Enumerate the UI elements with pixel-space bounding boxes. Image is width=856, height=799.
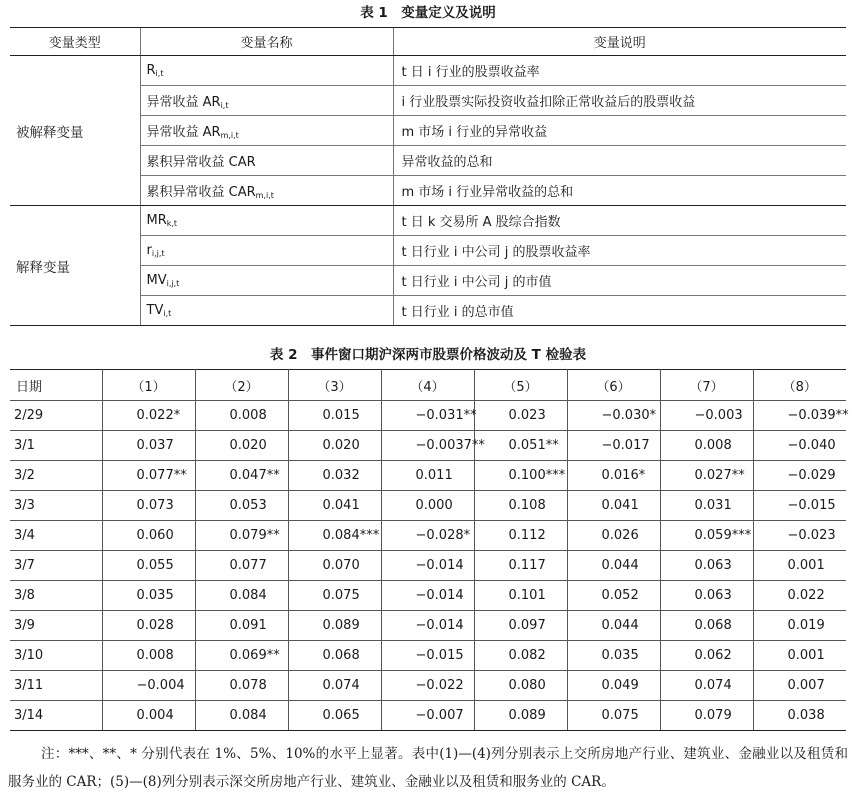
variable-description: 异常收益的总和 <box>393 146 846 176</box>
variable-name <box>140 56 393 86</box>
variable-name-text: 累积异常收益 CAR <box>146 155 256 170</box>
value-cell: 0.008 <box>660 431 753 461</box>
value-cell: −0.015 <box>753 491 846 521</box>
value-cell: −0.007 <box>381 701 474 731</box>
value-cell: −0.014 <box>381 551 474 581</box>
value-cell: 0.059*** <box>660 521 753 551</box>
date-cell: 3/2 <box>10 461 102 491</box>
variable-name-text: TV <box>146 303 164 318</box>
value-cell: 0.041 <box>567 491 660 521</box>
date-cell: 3/4 <box>10 521 102 551</box>
value-cell: 0.044 <box>567 611 660 641</box>
value-cell: −0.023 <box>753 521 846 551</box>
value-cell: 0.011 <box>381 461 474 491</box>
variable-description: t 日 i 行业的股票收益率 <box>393 56 846 86</box>
value-cell: 0.008 <box>102 641 195 671</box>
value-cell: 0.051** <box>474 431 567 461</box>
variable-name-text: R <box>146 63 156 78</box>
table2-row <box>10 461 846 491</box>
value-cell: 0.069** <box>195 641 288 671</box>
variable-description: i 行业股票实际投资收益扣除正常收益后的股票收益 <box>393 86 846 116</box>
value-cell: 0.089 <box>288 611 381 641</box>
variable-name <box>140 236 393 266</box>
table2-header-row <box>10 370 846 401</box>
value-cell: 0.001 <box>753 551 846 581</box>
value-cell: 0.063 <box>660 551 753 581</box>
variable-description: t 日行业 i 的总市值 <box>393 296 846 326</box>
header-column-7: （7） <box>660 370 753 401</box>
table2-row <box>10 701 846 731</box>
table1-caption: 表 1 变量定义及说明 <box>360 5 496 21</box>
variable-name-text: r <box>146 243 152 258</box>
table-note: 注：***、**、* 分别代表在 1%、5%、10%的水平上显著。表中(1)—(4)列分别表示上交所房地产行业、建筑业、金融业以及租赁和服务业的 CAR；(5)—(8)列分别表示深交所房地产行业、建筑业、金融业以及租赁和服务业的 CAR。 <box>8 746 848 790</box>
value-cell: 0.084 <box>195 701 288 731</box>
value-cell: −0.003 <box>660 401 753 431</box>
header-column-4: （4） <box>381 370 474 401</box>
header-column-6: （6） <box>567 370 660 401</box>
table1-header-row <box>10 28 846 56</box>
value-cell: −0.029 <box>753 461 846 491</box>
header-column-8: （8） <box>753 370 846 401</box>
variable-subscript: k,t <box>166 219 178 228</box>
table2-row <box>10 551 846 581</box>
variable-name-text: 异常收益 AR <box>146 125 221 140</box>
variable-name <box>140 296 393 326</box>
value-cell: 0.079 <box>660 701 753 731</box>
table2-row <box>10 431 846 461</box>
value-cell: 0.079** <box>195 521 288 551</box>
date-cell: 3/10 <box>10 641 102 671</box>
header-date: 日期 <box>10 370 102 401</box>
value-cell: 0.049 <box>567 671 660 701</box>
value-cell: 0.028 <box>102 611 195 641</box>
value-cell: 0.084 <box>195 581 288 611</box>
variable-subscript: i,t <box>155 69 164 78</box>
value-cell: 0.073 <box>102 491 195 521</box>
event-window-table <box>10 369 849 731</box>
value-cell: 0.097 <box>474 611 567 641</box>
value-cell: −0.004 <box>102 671 195 701</box>
header-var-name: 变量名称 <box>140 28 393 56</box>
header-column-3: （3） <box>288 370 381 401</box>
date-cell: 3/9 <box>10 611 102 641</box>
value-cell: 0.080 <box>474 671 567 701</box>
value-cell: −0.0037** <box>381 431 474 461</box>
variable-name <box>140 266 393 296</box>
variable-name-text: 累积异常收益 CAR <box>146 185 256 200</box>
value-cell: 0.068 <box>288 641 381 671</box>
value-cell: −0.017 <box>567 431 660 461</box>
table2-row <box>10 611 846 641</box>
value-cell: −0.015 <box>381 641 474 671</box>
value-cell: 0.070 <box>288 551 381 581</box>
table1-row <box>10 56 846 86</box>
value-cell: 0.074 <box>288 671 381 701</box>
value-cell: 0.020 <box>288 431 381 461</box>
table2-row <box>10 641 846 671</box>
value-cell: 0.037 <box>102 431 195 461</box>
variable-description: t 日行业 i 中公司 j 的市值 <box>393 266 846 296</box>
variable-subscript: m,i,t <box>220 131 239 140</box>
header-var-desc: 变量说明 <box>393 28 846 56</box>
value-cell: 0.117 <box>474 551 567 581</box>
value-cell: 0.047** <box>195 461 288 491</box>
value-cell: 0.112 <box>474 521 567 551</box>
variable-subscript: i,t <box>220 101 229 110</box>
value-cell: 0.041 <box>288 491 381 521</box>
variable-subscript: i,j,t <box>151 249 165 258</box>
date-cell: 3/14 <box>10 701 102 731</box>
value-cell: −0.014 <box>381 581 474 611</box>
value-cell: −0.040 <box>753 431 846 461</box>
date-cell: 3/8 <box>10 581 102 611</box>
variable-name <box>140 146 393 176</box>
value-cell: 0.108 <box>474 491 567 521</box>
variable-name-text: MR <box>146 213 167 228</box>
variable-subscript: i,t <box>163 309 172 318</box>
variable-name <box>140 86 393 116</box>
date-cell: 3/3 <box>10 491 102 521</box>
variable-group-label: 被解释变量 <box>10 56 140 206</box>
variable-group-label: 解释变量 <box>10 206 140 326</box>
value-cell: 0.055 <box>102 551 195 581</box>
value-cell: 0.074 <box>660 671 753 701</box>
value-cell: −0.028* <box>381 521 474 551</box>
table2-row <box>10 581 846 611</box>
value-cell: 0.077** <box>102 461 195 491</box>
variable-name <box>140 176 393 206</box>
value-cell: 0.020 <box>195 431 288 461</box>
table2-caption: 表 2 事件窗口期沪深两市股票价格波动及 T 检验表 <box>269 347 587 363</box>
table1-row <box>10 206 846 236</box>
value-cell: 0.084*** <box>288 521 381 551</box>
value-cell: 0.062 <box>660 641 753 671</box>
variable-name-text: MV <box>146 273 167 288</box>
value-cell: 0.065 <box>288 701 381 731</box>
value-cell: 0.091 <box>195 611 288 641</box>
variable-name <box>140 116 393 146</box>
variable-description: t 日行业 i 中公司 j 的股票收益率 <box>393 236 846 266</box>
value-cell: 0.023 <box>474 401 567 431</box>
table2-row <box>10 671 846 701</box>
value-cell: −0.014 <box>381 611 474 641</box>
value-cell: 0.008 <box>195 401 288 431</box>
value-cell: 0.044 <box>567 551 660 581</box>
table2-row <box>10 521 846 551</box>
variable-description: m 市场 i 行业的异常收益 <box>393 116 846 146</box>
value-cell: 0.101 <box>474 581 567 611</box>
variable-description: m 市场 i 行业异常收益的总和 <box>393 176 846 206</box>
value-cell: −0.039** <box>753 401 846 431</box>
variable-description: t 日 k 交易所 A 股综合指数 <box>393 206 846 236</box>
value-cell: 0.016* <box>567 461 660 491</box>
value-cell: 0.082 <box>474 641 567 671</box>
value-cell: 0.022* <box>102 401 195 431</box>
value-cell: 0.035 <box>102 581 195 611</box>
value-cell: 0.052 <box>567 581 660 611</box>
date-cell: 3/1 <box>10 431 102 461</box>
value-cell: 0.007 <box>753 671 846 701</box>
value-cell: 0.100*** <box>474 461 567 491</box>
value-cell: −0.022 <box>381 671 474 701</box>
value-cell: 0.035 <box>567 641 660 671</box>
variable-definition-table <box>10 27 846 326</box>
value-cell: 0.019 <box>753 611 846 641</box>
value-cell: 0.004 <box>102 701 195 731</box>
variable-name <box>140 206 393 236</box>
variable-name-text: 异常收益 AR <box>146 95 221 110</box>
header-column-5: （5） <box>474 370 567 401</box>
value-cell: 0.026 <box>567 521 660 551</box>
value-cell: 0.038 <box>753 701 846 731</box>
value-cell: −0.031** <box>381 401 474 431</box>
value-cell: 0.075 <box>567 701 660 731</box>
table2-row <box>10 491 846 521</box>
header-column-2: （2） <box>195 370 288 401</box>
value-cell: 0.053 <box>195 491 288 521</box>
date-cell: 3/11 <box>10 671 102 701</box>
value-cell: 0.027** <box>660 461 753 491</box>
header-column-1: （1） <box>102 370 195 401</box>
header-var-type: 变量类型 <box>10 28 140 56</box>
table2-row <box>10 401 846 431</box>
value-cell: 0.060 <box>102 521 195 551</box>
value-cell: 0.032 <box>288 461 381 491</box>
value-cell: 0.022 <box>753 581 846 611</box>
value-cell: 0.078 <box>195 671 288 701</box>
value-cell: 0.000 <box>381 491 474 521</box>
value-cell: −0.030* <box>567 401 660 431</box>
value-cell: 0.015 <box>288 401 381 431</box>
value-cell: 0.031 <box>660 491 753 521</box>
variable-subscript: m,i,t <box>255 191 274 200</box>
value-cell: 0.089 <box>474 701 567 731</box>
value-cell: 0.075 <box>288 581 381 611</box>
value-cell: 0.063 <box>660 581 753 611</box>
date-cell: 2/29 <box>10 401 102 431</box>
value-cell: 0.077 <box>195 551 288 581</box>
variable-subscript: i,j,t <box>166 279 180 288</box>
date-cell: 3/7 <box>10 551 102 581</box>
value-cell: 0.001 <box>753 641 846 671</box>
value-cell: 0.068 <box>660 611 753 641</box>
